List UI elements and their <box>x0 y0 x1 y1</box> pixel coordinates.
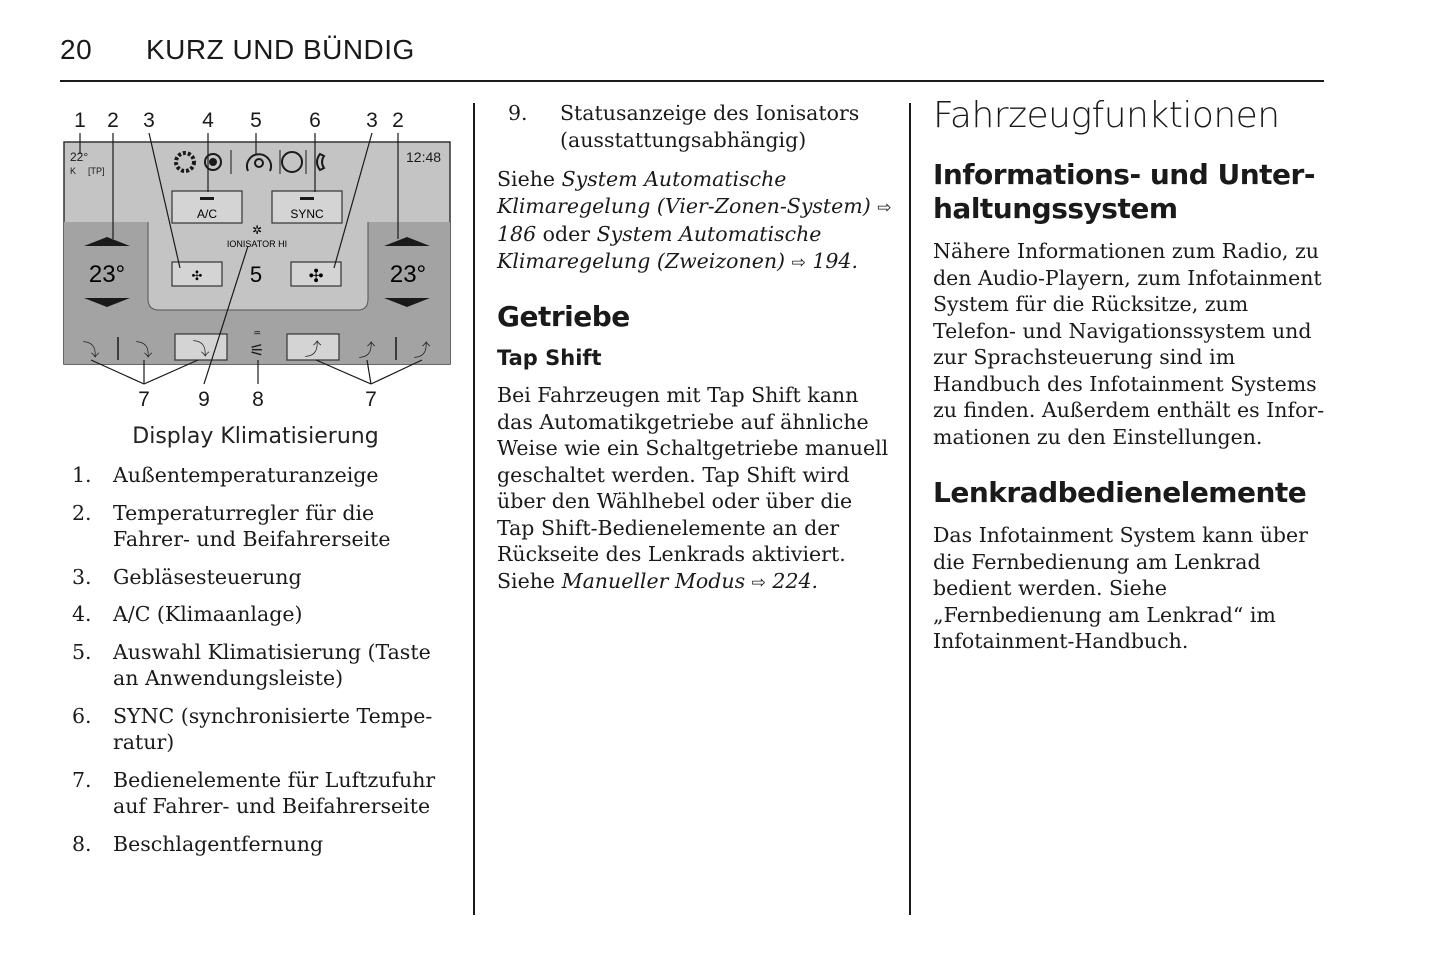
link-four-zone[interactable]: System Automatische Klimaregelung (Vier-Zonen-System) <box>497 167 871 218</box>
outside-temp: 22° <box>70 150 89 164</box>
legend-item: 4. A/C (Klimaanlage) <box>72 602 303 626</box>
tap-shift-paragraph: Bei Fahrzeugen mit Tap Shift kann das Automatikgetriebe auf ähnliche Weise wie ein Schaltgetriebe manuell geschaltet werden. Tap Shift wird über den Wählhebel oder über die Tap Shift-Bedienelemente an der Rückseite des Lenkrads aktiviert. Siehe Manueller Modus ⇨ 224. <box>497 383 889 593</box>
legend-item: 8. Beschlagentfernung <box>72 831 324 856</box>
link-manual-mode[interactable]: Manueller Modus <box>561 568 746 593</box>
legend-item: 2. Temperaturregler für die Fahrer- und Beifahrerseite <box>72 500 391 551</box>
page-ref-arrow-icon: ⇨ <box>877 197 892 218</box>
callout-4: 4 <box>202 109 214 132</box>
page-ref-arrow-icon: ⇨ <box>791 252 806 273</box>
callout-2-right: 2 <box>392 109 404 132</box>
callout-3: 3 <box>143 109 155 132</box>
callout-6: 6 <box>309 109 321 132</box>
ionizer-status: IONISATOR HI <box>226 239 288 249</box>
figure-legend <box>72 462 452 868</box>
callout-7-left: 7 <box>138 388 150 411</box>
airflow-floor-icon: ⤵ <box>192 340 210 360</box>
defrost-icon[interactable]: ⚟ <box>249 341 265 361</box>
callout-3-right: 3 <box>366 109 378 132</box>
legend-item-9: 9. Statusanzeige des Ionisators (ausstattungsabhängig) <box>508 101 860 152</box>
page-number: 20 <box>60 34 93 65</box>
subheading-tap-shift: Tap Shift <box>497 346 602 370</box>
passenger-airflow-upper-icon: ⤴ <box>304 340 322 360</box>
section-heading-infotainment: Informations- und Unterhaltungssystem <box>933 158 1316 225</box>
ac-label: A/C <box>196 207 218 221</box>
section-heading-steering-controls: Lenkradbedienelemente <box>933 476 1307 509</box>
callout-8: 8 <box>252 388 264 411</box>
passenger-temperature: 23° <box>389 261 427 288</box>
defrost-indicator-icon: ♒ <box>252 329 262 339</box>
running-title: KURZ UND BÜNDIG <box>146 34 415 65</box>
page-header <box>60 34 1324 82</box>
passenger-airflow-bilevel-icon[interactable]: ⤴ <box>358 341 376 361</box>
ionizer-icon: ✲ <box>251 223 263 237</box>
column-3 <box>933 95 1325 655</box>
section-heading-getriebe: Getriebe <box>497 300 630 333</box>
callout-5: 5 <box>250 109 262 132</box>
climate-display-illustration <box>58 104 458 414</box>
legend-item: 3. Gebläsesteuerung <box>72 564 302 589</box>
callout-9: 9 <box>198 388 210 411</box>
climate-display-figure <box>58 104 458 414</box>
infotainment-paragraph: Nähere Informationen zum Radio, zu den Audio-Playern, zum Infotainment System für die Rücksitze, zum Telefon- und Navigationssystem und zur Sprachsteuerung sind im Handbuch des Infotainment Systems zu finden. Außerdem enthält es Informationen zu den Einstellungen. <box>933 239 1325 449</box>
passenger-airflow-floor-icon[interactable]: ⤴ <box>413 341 431 361</box>
clock: 12:48 <box>406 149 442 165</box>
fan-level: 5 <box>249 262 263 287</box>
ac-indicator <box>200 197 214 200</box>
chapter-title: Fahrzeugfunktionen <box>933 95 1280 136</box>
fan-small-icon: ✣ <box>191 269 203 284</box>
legend-item: 6. SYNC (synchronisierte Temperatur) <box>72 703 433 754</box>
cross-reference-paragraph: Siehe System Automatische Klimaregelung (Vier-Zonen-System) ⇨ 186 oder System Automatische Klimaregelung (Zweizonen) ⇨ 194. <box>497 167 892 273</box>
airflow-upper-icon[interactable]: ⤵ <box>82 341 100 361</box>
legend-item: 5. Auswahl Klimatisierung (Taste an Anwendungsleiste) <box>72 639 431 690</box>
column-divider-1 <box>473 103 475 915</box>
link-two-zone[interactable]: System Automatische Klimaregelung (Zweizonen) <box>497 222 822 273</box>
figure-caption: Display Klimatisierung <box>132 424 379 449</box>
callout-7-right: 7 <box>365 388 377 411</box>
callout-2: 2 <box>107 109 119 132</box>
steering-controls-paragraph: Das Infotainment System kann über die Fernbedienung am Lenkrad bedient werden. Siehe „Fernbedienung am Lenkrad“ im Infotainment-Handbuch. <box>933 523 1308 653</box>
fan-large-icon: ✣ <box>308 266 324 287</box>
sync-indicator <box>300 197 314 200</box>
column-divider-2 <box>909 103 911 915</box>
column-2 <box>497 100 892 596</box>
traffic-program: [TP] <box>88 166 105 176</box>
callout-1: 1 <box>74 109 86 132</box>
sync-label: SYNC <box>290 207 324 221</box>
airflow-bilevel-icon[interactable]: ⤵ <box>135 341 153 361</box>
legend-item: 7. Bedienelemente für Luftzufuhr auf Fahrer- und Beifahrerseite <box>72 767 436 818</box>
page-ref-arrow-icon: ⇨ <box>751 572 766 593</box>
driver-temperature: 23° <box>88 261 126 288</box>
radio-status-icon: K <box>70 166 77 176</box>
legend-item: 1. Außentemperaturanzeige <box>72 463 379 487</box>
